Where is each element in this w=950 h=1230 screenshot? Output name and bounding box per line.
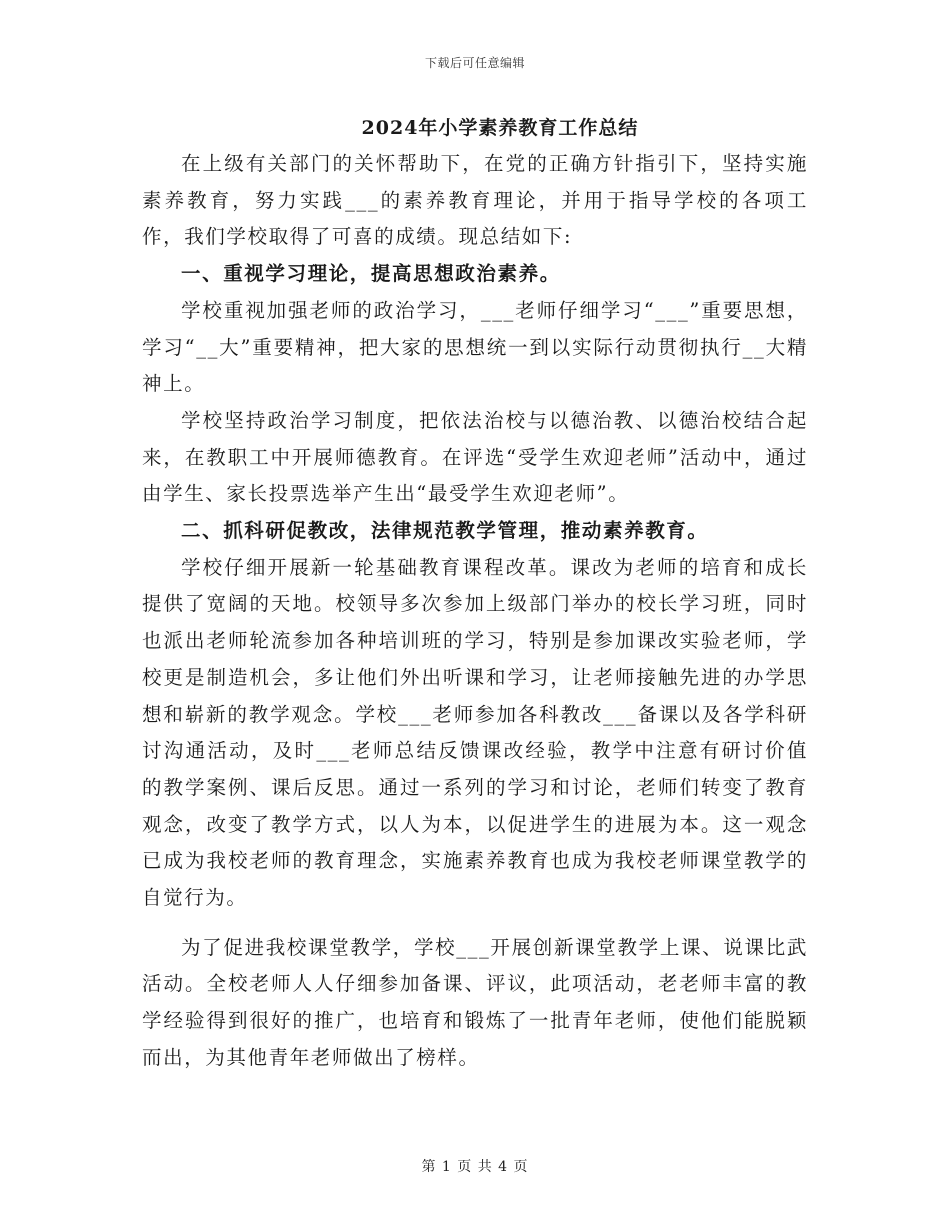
body-paragraph: 学校仔细开展新一轮基础教育课程改革。课改为老师的培育和成长提供了宽阔的天地。校领导多次参加上级部门举办的校长学习班，同时也派出老师轮流参加各种培训班的学习，特别是参加课改实验老师，学校更是制造机会，多让他们外出听课和学习，让老师接触先进的办学思想和崭新的教学观念。学校___老师参加各科教改___备课以及各学科研讨沟通活动，及时___老师总结反馈课改经验，教学中注意有研讨价值的教学案例、课后反思。通过一系列的学习和讨论，老师们转变了教育观念，改变了教学方式，以人为本，以促进学生的进展为本。这一观念已成为我校老师的教育理念，实施素养教育也成为我校老师课堂教学的自觉行为。 — [142, 555, 808, 910]
body-paragraph: 学校重视加强老师的政治学习，___老师仔细学习“___”重要思想，学习“__大”重要精神，把大家的思想统一到以实际行动贯彻执行__大精神上。 — [142, 298, 808, 396]
intro-paragraph: 在上级有关部门的关怀帮助下，在党的正确方针指引下，坚持实施素养教育，努力实践___的素养教育理论，并用于指导学校的各项工作，我们学校取得了可喜的成绩。现总结如下: — [142, 152, 808, 249]
page-footer: 第 1 页 共 4 页 — [421, 1159, 529, 1175]
section-heading-2: 二、抓科研促教改，法律规范教学管理，推动素养教育。 — [181, 519, 709, 543]
body-paragraph: 为了促进我校课堂教学，学校___开展创新课堂教学上课、说课比武活动。全校老师人人仔细参加备课、评议，此项活动，老老师丰富的教学经验得到很好的推广，也培育和锻炼了一批青年老师，使他们能脱颖而出，为其他青年老师做出了榜样。 — [142, 935, 808, 1069]
document-body — [142, 112, 808, 1077]
paragraph-gap — [142, 917, 808, 930]
section-heading-1: 一、重视学习理论，提高思想政治素养。 — [181, 262, 561, 286]
document-title: 2024年小学素养教育工作总结 — [361, 117, 639, 139]
header-note: 下载后可任意编辑 — [424, 56, 525, 70]
body-paragraph: 学校坚持政治学习制度，把依法治校与以德治教、以德治校结合起来，在教职工中开展师德教育。在评选“受学生欢迎老师”活动中，通过由学生、家长投票选举产生出“最受学生欢迎老师”。 — [142, 408, 808, 506]
